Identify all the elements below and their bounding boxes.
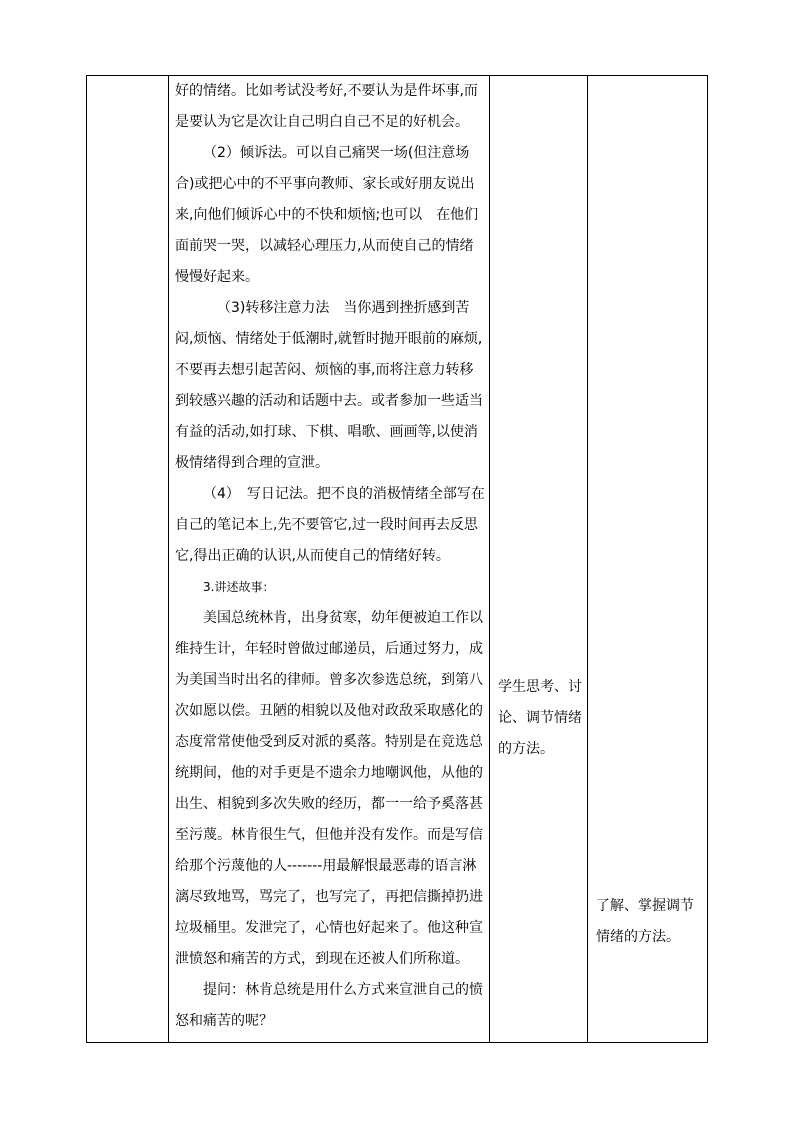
table-row bbox=[87, 76, 708, 1043]
stage-cell bbox=[87, 76, 169, 1043]
content-paragraph: 提问：林肯总统是用什么方式来宣泄自己的愤怒和痛苦的呢？ bbox=[175, 982, 483, 1029]
design-intent-cell bbox=[588, 76, 708, 1043]
content-paragraph: 美国总统林肯，出身贫寒，幼年便被迫工作以维持生计，年轻时曾做过邮递员，后通过努力，成为美国当时出名的律师。曾多次参选总统，到第八次如愿以偿。丑陋的相貌以及他对政敌采取感化的态度常常使他受到反对派的奚落。特别是在竞选总统期间，他的对手更是不遗余力地嘲讽他，从他的出生、相貌到多次失败的经历，都一一给予奚落甚至污蔑。林肯很生气，但他并没有发作。而是写信给那个污蔑他的人-------用最解恨最恶毒的语言淋漓尽致地骂，骂完了，也写完了，再把信撕掉扔进垃圾桶里。发泄完了，心情也好起来了。他这种宣泄愤怒和痛苦的方式，到现在还被人们所称道。 bbox=[175, 610, 483, 967]
design-intent-text: 了解、掌握调节情绪的方法。 bbox=[596, 898, 694, 945]
content-paragraph: （3)转移注意力法 当你遇到挫折感到苦闷,烦恼、情绪处于低潮时,就暂时抛开眼前的麻烦,不要再去想引起苦闷、烦恼的事,而将注意力转移到较感兴趣的活动和话题中去。或者参加一些适当有益的活动,如打球、下棋、唱歌、画画等,以使消极情绪得到合理的宣泄。 bbox=[175, 300, 483, 471]
content-paragraph: （2）倾诉法。可以自己痛哭一场(但注意场合)或把心中的不平事向教师、家长或好朋友说出来,向他们倾诉心中的不快和烦恼;也可以 在他们面前哭一哭，以减轻心理压力,从而使自己的情绪慢慢好起来。 bbox=[175, 145, 479, 285]
lesson-plan-table bbox=[86, 75, 708, 1043]
section-heading: 3.讲述故事： bbox=[203, 580, 275, 594]
content-paragraph: 好的情绪。比如考试没考好,不要认为是件坏事,而是要认为它是次让自己明白自己不足的好机会。 bbox=[175, 83, 478, 130]
teaching-content-cell bbox=[169, 76, 490, 1043]
student-activity-cell bbox=[490, 76, 588, 1043]
content-paragraph: （4） 写日记法。把不良的消极情绪全部写在自己的笔记本上,先不要管它,过一段时间再去反思它,得出正确的认识,从而使自己的情绪好转。 bbox=[175, 486, 485, 564]
student-activity-text: 学生思考、讨论、调节情绪的方法。 bbox=[498, 679, 582, 757]
